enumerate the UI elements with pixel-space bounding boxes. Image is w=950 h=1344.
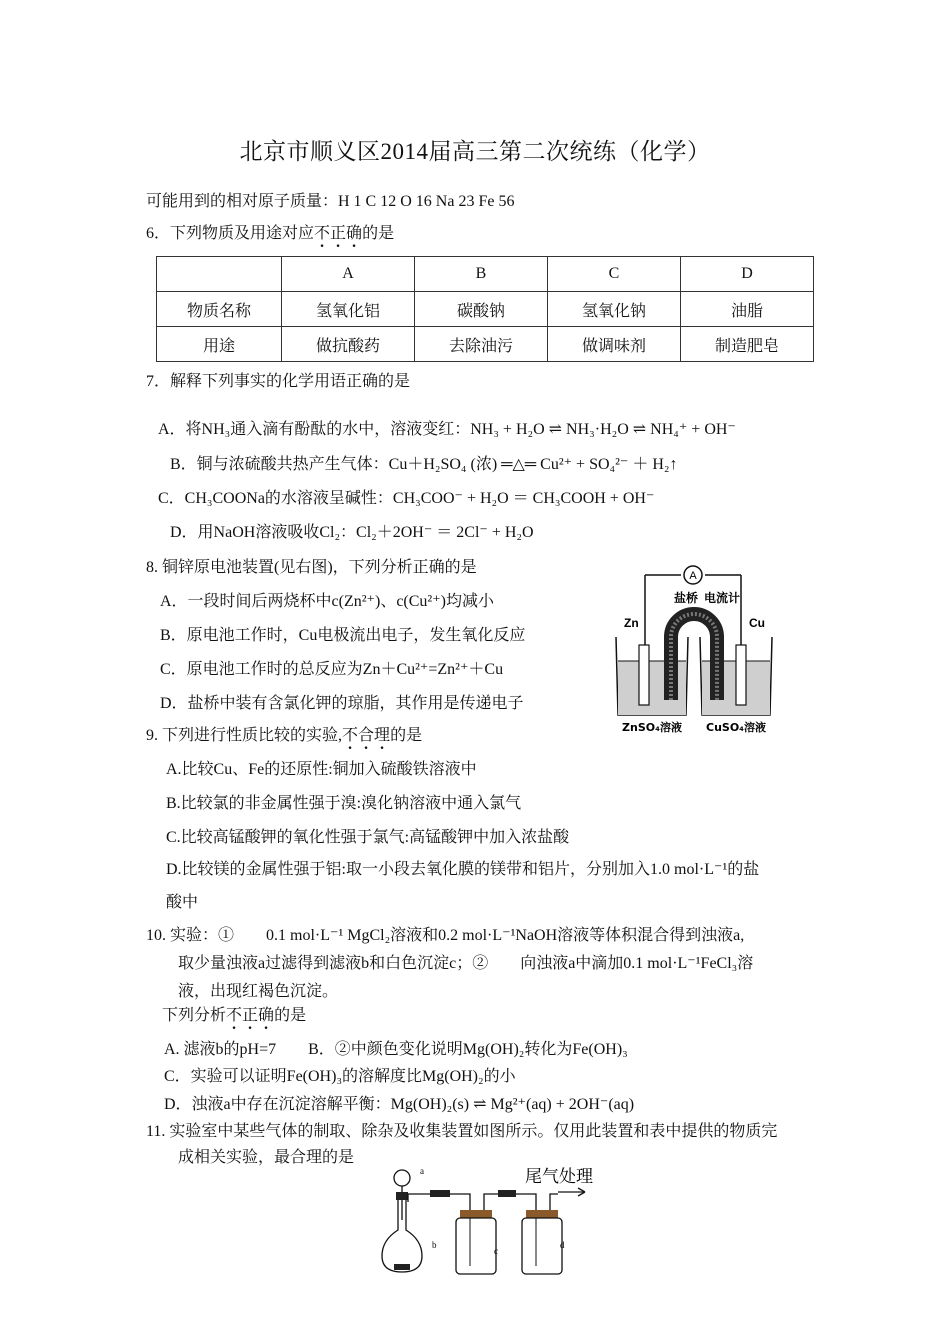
svg-text:a: a [420, 1166, 424, 1176]
q10-line-2: 取少量浊液a过滤得到滤液b和白色沉淀c；② 向浊液a中滴加0.1 mol·L⁻¹FeCl₃溶 [178, 955, 754, 972]
funnel-icon [394, 1170, 410, 1186]
cu-label: Cu [749, 616, 765, 630]
table-row: 用途 做抗酸药 去除油污 做调味剂 制造肥皂 [157, 327, 814, 362]
zn-solution-label: ZnSO₄溶液 [622, 721, 682, 734]
table-row: A B C D [157, 257, 814, 292]
q7-option-d: D．用NaOH溶液吸收Cl₂：Cl₂＋2OH⁻ ＝ 2Cl⁻ + H₂O [170, 524, 534, 541]
q9-option-c: C.比较高锰酸钾的氧化性强于氯气:高锰酸钾中加入浓盐酸 [166, 829, 570, 846]
q6-stem: 6．下列物质及用途对应不正确的是 [146, 225, 395, 242]
svg-text:c: c [494, 1246, 498, 1256]
q9-option-a: A.比较Cu、Fe的还原性:铜加入硫酸铁溶液中 [166, 761, 477, 778]
q8-option-a: A．一段时间后两烧杯中c(Zn²⁺)、c(Cu²⁺)均减小 [160, 593, 495, 610]
tail-gas-label: 尾气处理 [525, 1167, 593, 1187]
svg-text:d: d [560, 1240, 565, 1250]
q10-option-c: C．实验可以证明Fe(OH)₃的溶解度比Mg(OH)₂的小 [164, 1068, 516, 1085]
cu-solution-label: CuSO₄溶液 [706, 721, 766, 734]
zn-label: Zn [624, 616, 639, 630]
bottle-c [456, 1218, 496, 1274]
q8-option-d: D．盐桥中装有含氯化钾的琼脂，其作用是传递电子 [160, 695, 524, 712]
gas-apparatus-figure [380, 1160, 620, 1280]
q7-option-b: B．铜与浓硫酸共热产生气体：Cu＋H₂SO₄ (浓) ═△═ Cu²⁺ + SO₄²⁻ ＋ H₂↑ [170, 456, 678, 473]
q9-stem: 9. 下列进行性质比较的实验,不合理的是 [146, 727, 423, 744]
q7-option-a: A．将NH₃通入滴有酚酞的水中，溶液变红：NH₃ + H₂O ⇌ NH₃·H₂O ⇌ NH₄⁺ + OH⁻ [158, 421, 736, 438]
q8-option-c: C．原电池工作时的总反应为Zn＋Cu²⁺=Zn²⁺＋Cu [160, 661, 504, 678]
q7-stem: 7．解释下列事实的化学用语正确的是 [146, 373, 411, 390]
q9-option-d: D.比较镁的金属性强于铝:取一小段去氧化膜的镁带和铝片，分别加入1.0 mol·L⁻¹的盐 [166, 861, 760, 878]
q11-line-2: 成相关实验，最合理的是 [178, 1149, 355, 1166]
q7-option-c: C．CH₃COONa的水溶液呈碱性：CH₃COO⁻ + H₂O ＝ CH₃COOH + OH⁻ [158, 490, 655, 507]
q10-sub-stem: 下列分析不正确的是 [162, 1007, 307, 1024]
q10-line-3: 液，出现红褐色沉淀。 [178, 983, 339, 1000]
q10-option-ab: A. 滤液b的pH=7 B．②中颜色变化说明Mg(OH)₂转化为Fe(OH)₃ [164, 1041, 628, 1058]
svg-text:b: b [432, 1240, 437, 1250]
q11-line-1: 11. 实验室中某些气体的制取、除杂及收集装置如图所示。仅用此装置和表中提供的物质完 [146, 1123, 778, 1140]
ammeter-label: A [689, 570, 697, 582]
page-title: 北京市顺义区2014届高三第二次统练（化学） [239, 139, 711, 164]
q8-stem: 8. 铜锌原电池装置(见右图)，下列分析正确的是 [146, 559, 477, 576]
q8-option-b: B．原电池工作时，Cu电极流出电子，发生氧化反应 [160, 627, 526, 644]
cu-electrode [736, 645, 746, 705]
zn-electrode [639, 645, 649, 705]
current-label: 电流计 [703, 591, 741, 605]
q10-line-1: 10. 实验：① 0.1 mol·L⁻¹ MgCl₂溶液和0.2 mol·L⁻¹NaOH溶液等体积混合得到浊液a, [146, 927, 745, 944]
table-row: 物质名称 氢氧化铝 碳酸钠 氢氧化钠 油脂 [157, 292, 814, 327]
bottle-d [522, 1218, 562, 1274]
galvanic-cell-figure [608, 565, 808, 740]
q10-option-d: D．浊液a中存在沉淀溶解平衡：Mg(OH)₂(s) ⇌ Mg²⁺(aq) + 2OH⁻(aq) [164, 1096, 635, 1113]
atomic-masses: 可能用到的相对原子质量：H 1 C 12 O 16 Na 23 Fe 56 [146, 193, 515, 210]
salt-bridge [671, 614, 717, 700]
q9-option-b: B.比较氯的非金属性强于溴:溴化钠溶液中通入氯气 [166, 795, 522, 812]
q6-table [156, 256, 814, 362]
salt-bridge-label: 盐桥 [673, 591, 699, 605]
q9-option-d-cont: 酸中 [166, 894, 199, 911]
